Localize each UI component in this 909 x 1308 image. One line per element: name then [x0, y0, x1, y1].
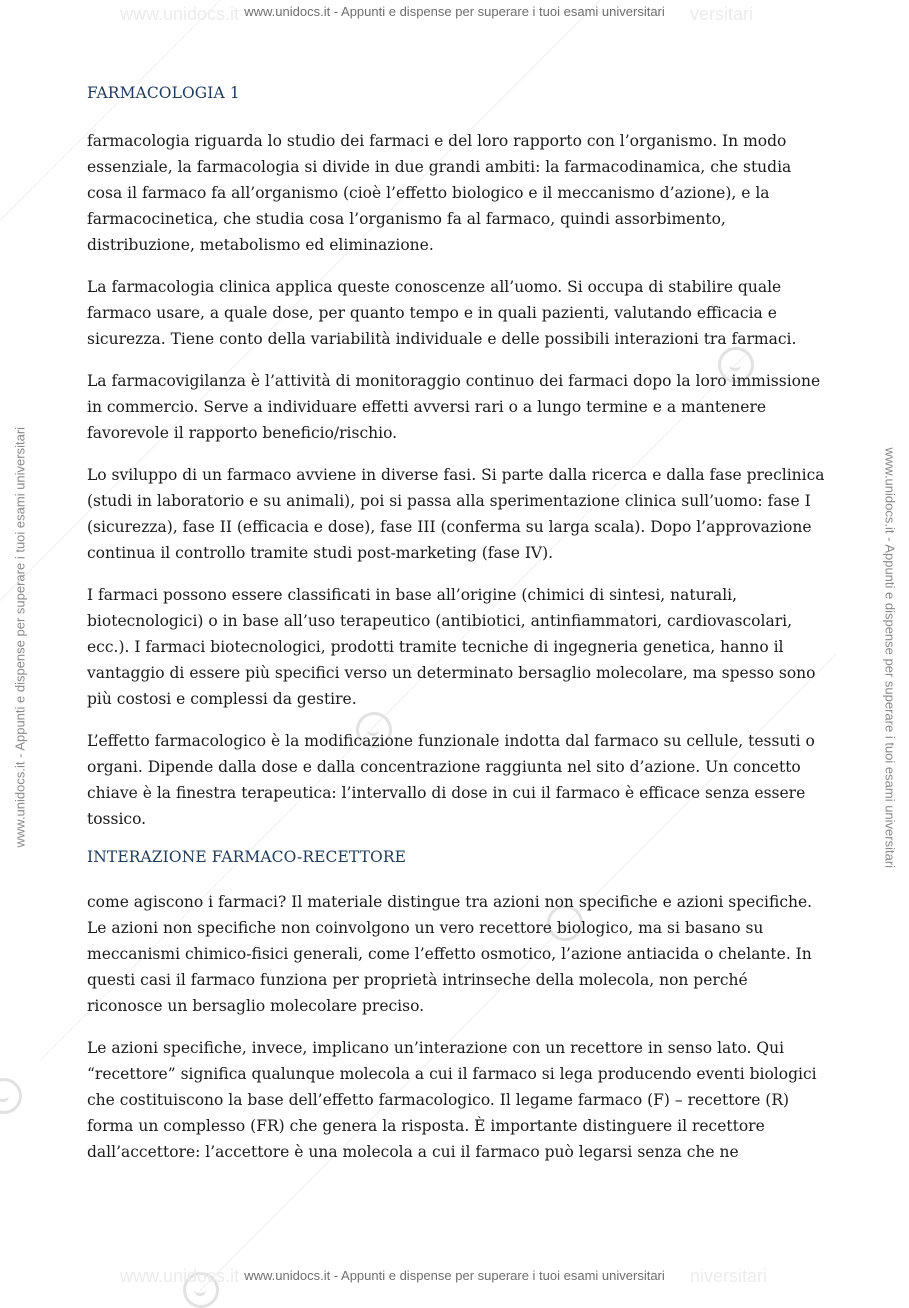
watermark-footer: www.unidocs.it - Appunti e dispense per superare i tuoi esami universitari — [244, 1268, 665, 1283]
watermark-logo-icon — [0, 1078, 22, 1114]
watermark-side-left: www.unidocs.it - Appunti e dispense per superare i tuoi esami universitari — [12, 426, 28, 848]
watermark-faint-footer: www.unidocs.it — [120, 1266, 240, 1286]
watermark-faint-header: versitari — [690, 4, 754, 24]
paragraph: farmacologia riguarda lo studio dei farmaci e del loro rapporto con l’organismo. In modo essenziale, la farmacologia si divide in due grandi ambiti: la farmacodinamica, che studia cosa il farmaco fa all’organismo (cioè l’effetto biologico e il meccanismo d’azione), e la farmacocinetica, che studia cosa l’organismo fa al farmaco, quindi assorbimento, distribuzione, metabolismo ed eliminazione. — [87, 132, 792, 254]
paragraph: come agiscono i farmaci? Il materiale distingue tra azioni non specifiche e azioni specifiche. Le azioni non specifiche non coinvolgono un vero recettore biologico, ma si basano su meccanismi chimico-fisici generali, come l’effetto osmotico, l’azione antiacida o chelante. In questi casi il farmaco funziona per proprietà intrinseche della molecola, non perché riconosce un bersaglio molecolare preciso. — [87, 893, 813, 1015]
paragraph: L’effetto farmacologico è la modificazione funzionale indotta dal farmaco su cellule, tessuti o organi. Dipende dalla dose e dalla concentrazione raggiunta nel sito d’azione. Un concetto chiave è la finestra terapeutica: l’intervallo di dose in cui il farmaco è efficace senza essere tossico. — [87, 732, 815, 828]
watermark-side-right: www.unidocs.it - Appunti e dispense per superare i tuoi esami universitari — [882, 447, 898, 869]
watermark-faint-footer: niversitari — [690, 1266, 768, 1286]
paragraph: La farmacologia clinica applica queste conoscenze all’uomo. Si occupa di stabilire quale farmaco usare, a quale dose, per quanto tempo e in quali pazienti, valutando efficacia e sicurezza. Tiene conto della variabilità individuale e delle possibili interazioni tra farmaci. — [87, 278, 797, 348]
paragraph: Lo sviluppo di un farmaco avviene in diverse fasi. Si parte dalla ricerca e dalla fase preclinica (studi in laboratorio e su animali), poi si passa alla sperimentazione clinica sull’uomo: fase I (sicurezza), fase II (efficacia e dose), fase III (conferma su larga scala). Dopo l’approvazione continua il controllo tramite studi post-marketing (fase IV). — [87, 466, 825, 562]
watermark-header: www.unidocs.it - Appunti e dispense per superare i tuoi esami universitari — [244, 4, 665, 19]
section-heading: FARMACOLOGIA 1 — [87, 84, 240, 102]
section-heading: INTERAZIONE FARMACO-RECETTORE — [87, 848, 407, 866]
paragraph: La farmacovigilanza è l’attività di monitoraggio continuo dei farmaci dopo la loro immissione in commercio. Serve a individuare effetti avversi rari o a lungo termine e a mantenere favorevole il rapporto beneficio/rischio. — [87, 372, 821, 442]
watermark-faint-header: www.unidocs.it — [120, 4, 240, 24]
paragraph: Le azioni specifiche, invece, implicano un’interazione con un recettore in senso lato. Qui “recettore” significa qualunque molecola a cui il farmaco si lega producendo eventi biologici che costituiscono la base dell’effetto farmacologico. Il legame farmaco (F) – recettore (R) forma un complesso (FR) che genera la risposta. È importante distinguere il recettore dall’accettore: l’accettore è una molecola a cui il farmaco può legarsi senza che ne — [87, 1039, 817, 1161]
document-body — [87, 84, 827, 1165]
paragraph: I farmaci possono essere classificati in base all’origine (chimici di sintesi, naturali, biotecnologici) o in base all’uso terapeutico (antibiotici, antinfiammatori, cardiovascolari, ecc.). I farmaci biotecnologici, prodotti tramite tecniche di ingegneria genetica, hanno il vantaggio di essere più specifici verso un determinato bersaglio molecolare, ma spesso sono più costosi e complessi da gestire. — [87, 586, 816, 708]
